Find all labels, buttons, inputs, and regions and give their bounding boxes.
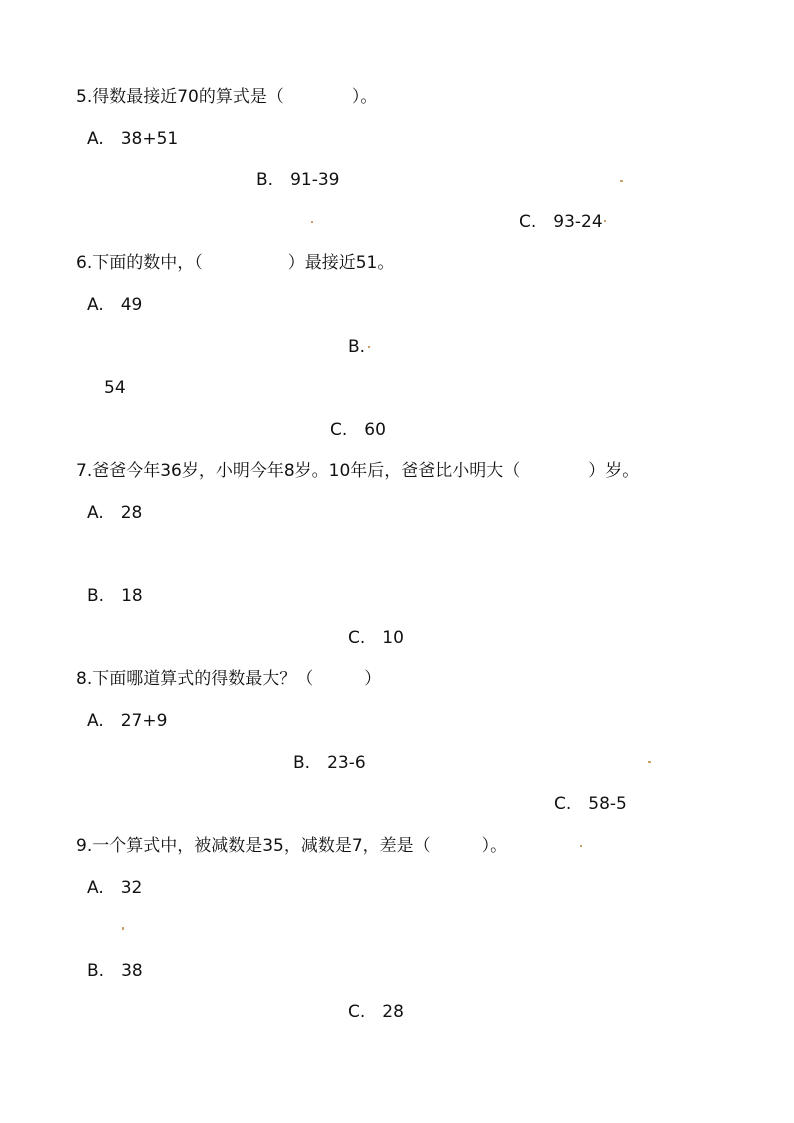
scan-speck	[580, 845, 582, 847]
question-5-stem: 5.得数最接近70的算式是（ ）。	[76, 87, 378, 107]
question-7-option-c[interactable]: C. 10	[348, 628, 404, 648]
question-8-option-c[interactable]: C. 58-5	[554, 794, 627, 814]
question-5-option-b[interactable]: B. 91-39	[256, 170, 340, 190]
scan-speck	[311, 221, 313, 223]
scan-speck	[368, 346, 370, 348]
question-8-option-b[interactable]: B. 23-6	[293, 753, 366, 773]
question-7-stem: 7.爸爸今年36岁，小明今年8岁。10年后，爸爸比小明大（ ）岁。	[76, 461, 640, 481]
question-7-option-b[interactable]: B. 18	[87, 586, 143, 606]
question-5-option-c[interactable]: C. 93-24	[519, 212, 603, 232]
question-8-stem: 8.下面哪道算式的得数最大？（ ）	[76, 669, 382, 689]
question-6-option-b-label[interactable]: B.	[348, 337, 366, 357]
question-5-option-a[interactable]: A. 38+51	[87, 129, 179, 149]
question-9-option-c[interactable]: C. 28	[348, 1002, 404, 1022]
question-6-option-c[interactable]: C. 60	[330, 420, 386, 440]
question-9-option-b[interactable]: B. 38	[87, 961, 143, 981]
scan-speck	[648, 761, 651, 763]
question-6-option-a[interactable]: A. 49	[87, 295, 143, 315]
question-6-stem: 6.下面的数中，（ ）最接近51。	[76, 253, 395, 273]
scan-speck	[620, 180, 623, 182]
scan-speck	[122, 927, 124, 930]
question-9-option-a[interactable]: A. 32	[87, 878, 143, 898]
question-8-option-a[interactable]: A. 27+9	[87, 711, 168, 731]
scan-speck	[604, 220, 606, 222]
question-9-stem: 9.一个算式中，被减数是35，减数是7，差是（ ）。	[76, 836, 508, 856]
question-7-option-a[interactable]: A. 28	[87, 503, 143, 523]
question-6-option-b-value[interactable]: 54	[104, 378, 126, 398]
